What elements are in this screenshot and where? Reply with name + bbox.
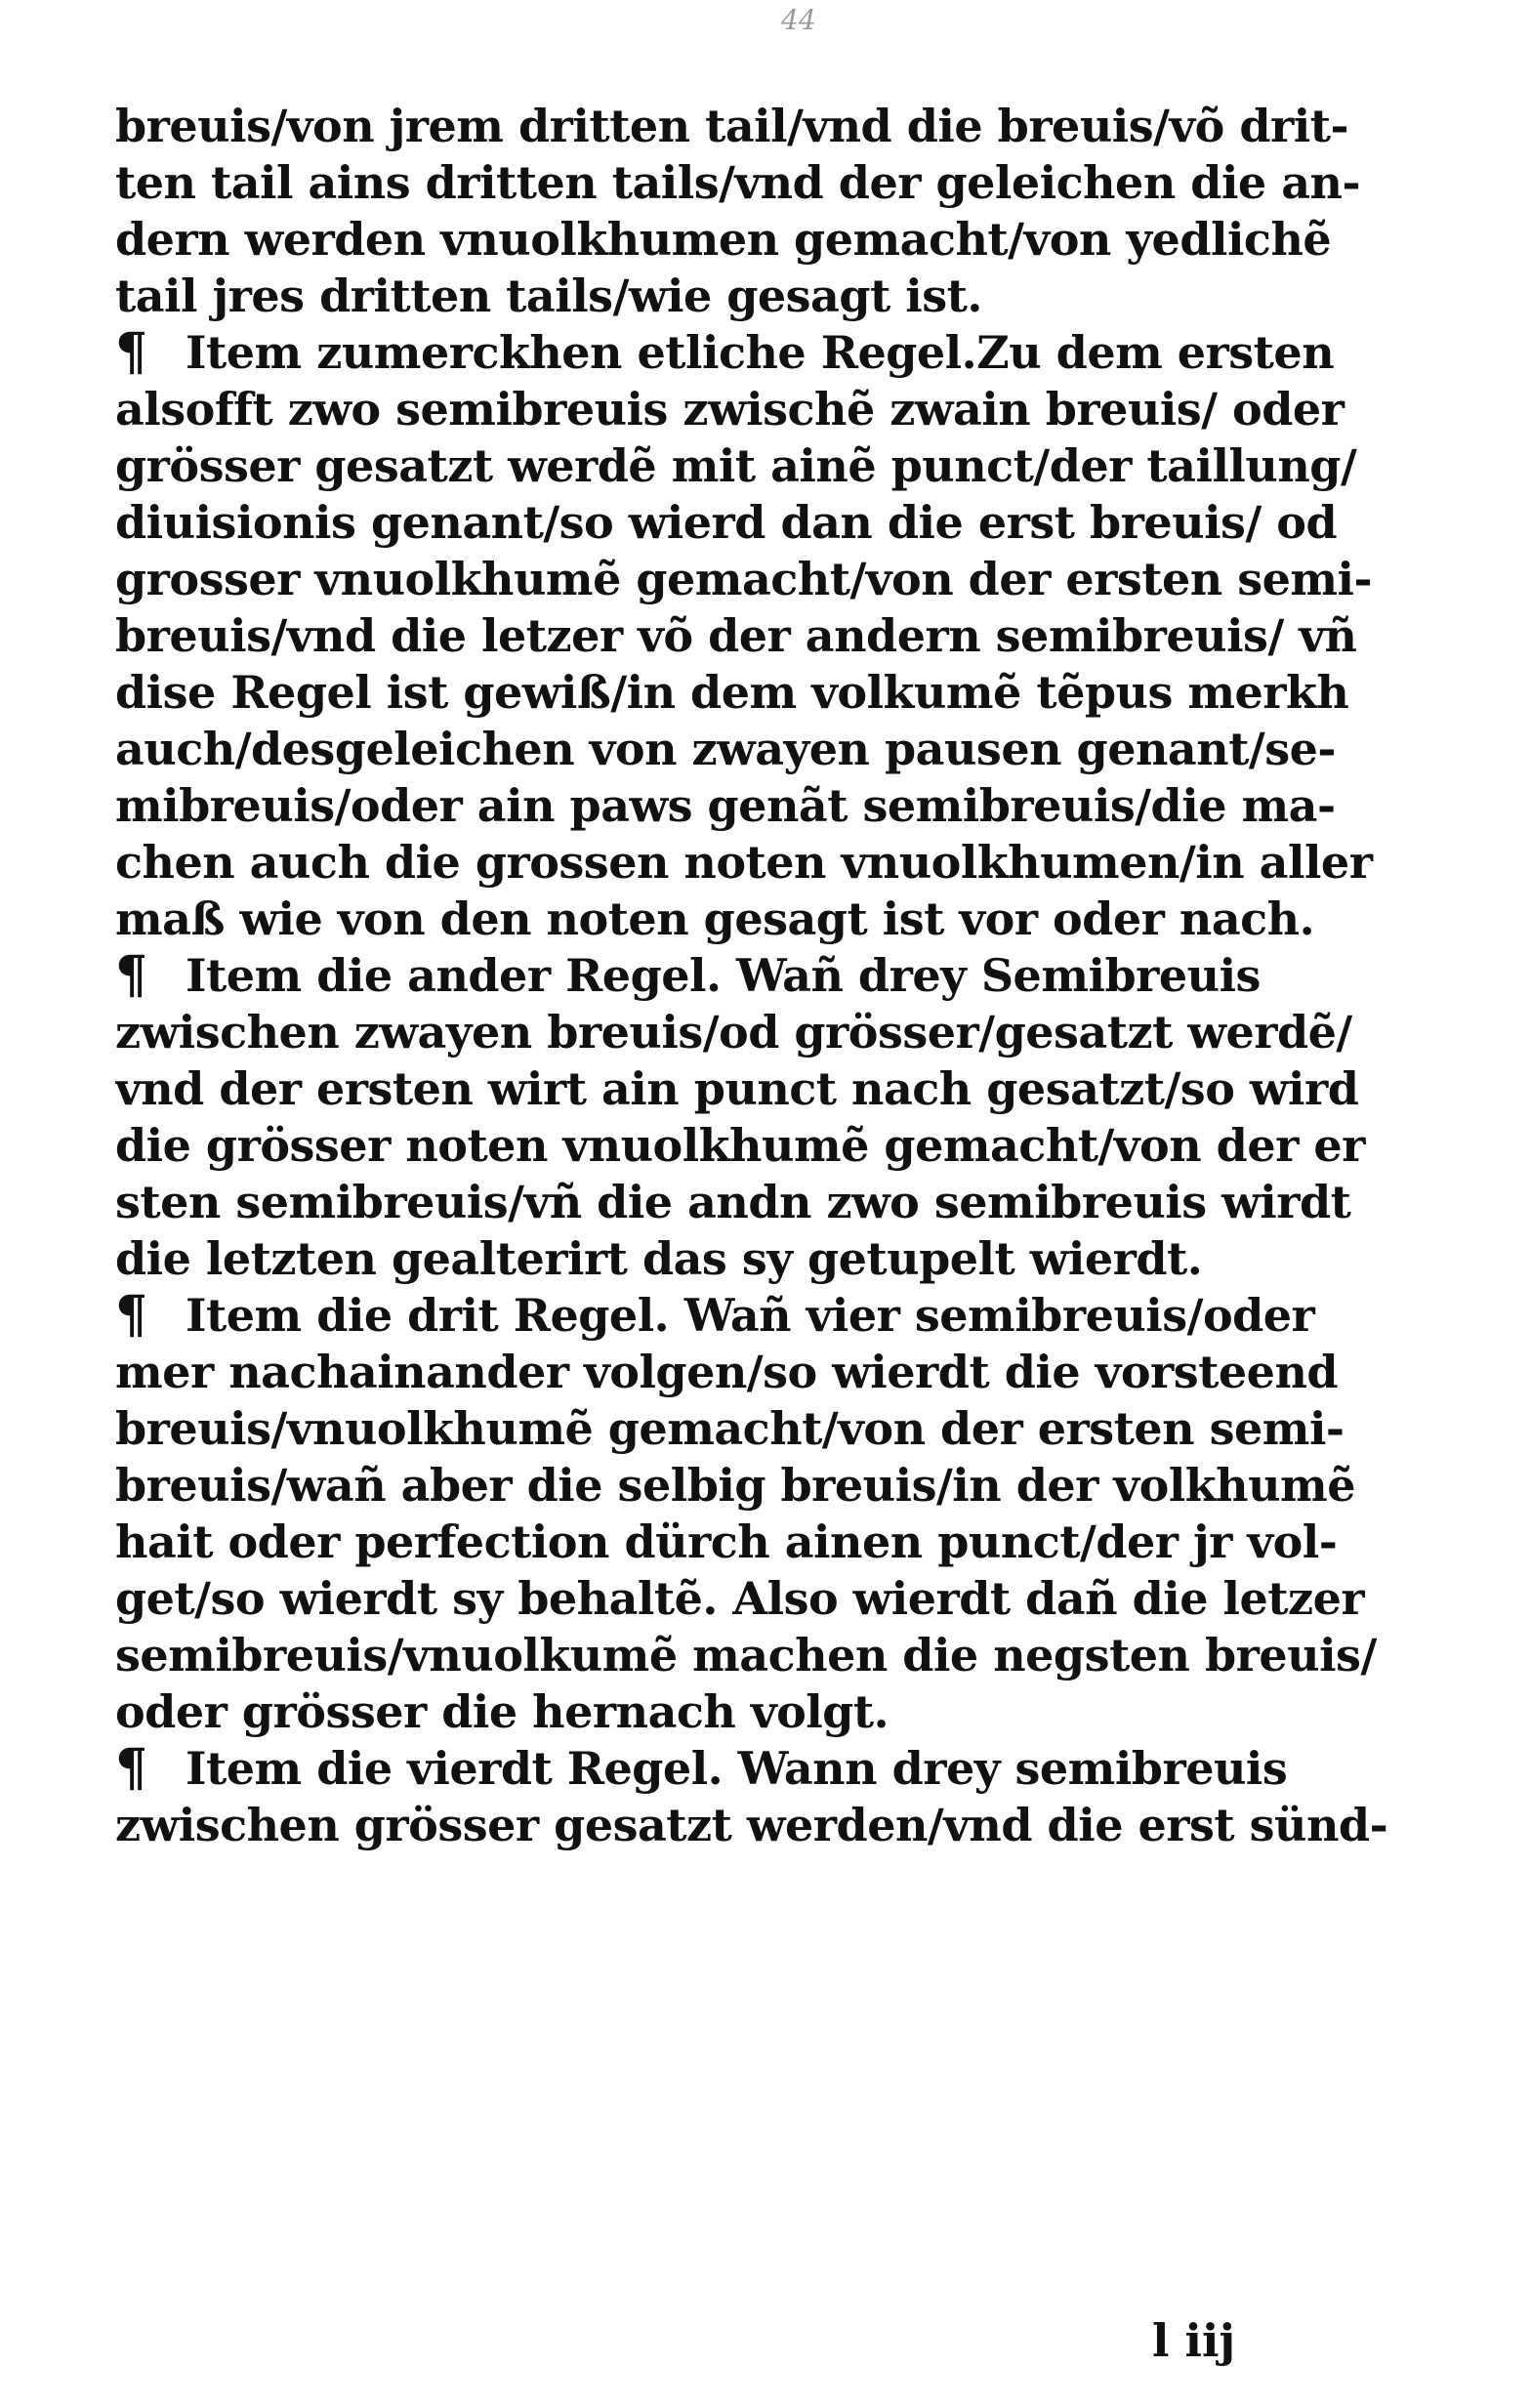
text-line-14: chen auch die grossen noten vnuolkhumen/in aller <box>115 836 1373 889</box>
text-line-24: breuis/vnuolkhumẽ gemacht/von der ersten semi- <box>115 1402 1345 1455</box>
text-line-10: breuis/vnd die letzer võ der andern semibreuis/ vñ <box>115 609 1357 662</box>
pilcrow-icon: ¶ <box>115 1740 147 1797</box>
pilcrow-icon: ¶ <box>115 947 147 1004</box>
text-line-28: semibreuis/vnuolkumẽ machen die negsten breuis/ <box>115 1629 1377 1681</box>
text-line-3: dern werden vnuolkhumen gemacht/von yedlichẽ <box>115 213 1332 266</box>
text-line-29: oder grösser die hernach volgt. <box>115 1685 890 1738</box>
text-line-4: tail jres dritten tails/wie gesagt ist. <box>115 270 982 322</box>
text-line-19: die grösser noten vnuolkhumẽ gemacht/von der er <box>115 1119 1365 1172</box>
text-line-18: vnd der ersten wirt ain punct nach gesatzt/so wird <box>115 1062 1359 1115</box>
text-line-27: get/so wierdt sy behaltẽ. Also wierdt dañ die letzer <box>115 1572 1365 1625</box>
text-line-16 <box>115 947 1424 1004</box>
paragraph-start-4: Item die vierdt Regel. Wann drey semibreuis <box>186 1742 1288 1795</box>
text-line-17: zwischen zwayen breuis/od grösser/gesatzt werdẽ/ <box>115 1006 1352 1059</box>
main-text <box>115 98 1424 1853</box>
text-line-1: breuis/von jrem dritten tail/vnd die breuis/võ drit- <box>115 100 1349 152</box>
text-line-26: hait oder perfection dürch ainen punct/der jr vol- <box>115 1515 1338 1568</box>
signature-mark: l iij <box>1152 2314 1236 2367</box>
text-line-2: ten tail ains dritten tails/vnd der geleichen die an- <box>115 156 1361 209</box>
text-line-22 <box>115 1287 1424 1344</box>
text-line-31: zwischen grösser gesatzt werden/vnd die erst sünd- <box>115 1799 1388 1851</box>
folio-number: 44 <box>781 4 816 36</box>
text-line-5 <box>115 324 1424 381</box>
text-line-12: auch/desgeleichen von zwayen pausen genant/se- <box>115 723 1336 775</box>
text-line-8: diuisionis genant/so wierd dan die erst breuis/ od <box>115 496 1338 549</box>
pilcrow-icon: ¶ <box>115 324 147 381</box>
pilcrow-icon: ¶ <box>115 1287 147 1344</box>
text-line-20: sten semibreuis/vñ die andn zwo semibreuis wirdt <box>115 1176 1351 1228</box>
text-line-6: alsofft zwo semibreuis zwischẽ zwain breuis/ oder <box>115 383 1345 436</box>
text-line-11: dise Regel ist gewiß/in dem volkumẽ tẽpus merkh <box>115 666 1349 719</box>
text-line-7: grösser gesatzt werdẽ mit ainẽ punct/der taillung/ <box>115 439 1357 492</box>
paragraph-start-1: Item zumerckhen etliche Regel.Zu dem ersten <box>186 326 1335 379</box>
text-line-13: mibreuis/oder ain paws genãt semibreuis/die ma- <box>115 779 1336 832</box>
paragraph-start-2: Item die ander Regel. Wañ drey Semibreuis <box>186 949 1261 1002</box>
text-line-30 <box>115 1740 1424 1797</box>
text-line-21: die letzten gealterirt das sy getupelt wierdt. <box>115 1232 1203 1285</box>
text-line-25: breuis/wañ aber die selbig breuis/in der volkhumẽ <box>115 1459 1355 1512</box>
paragraph-start-3: Item die drit Regel. Wañ vier semibreuis/oder <box>186 1289 1315 1342</box>
text-line-15: maß wie von den noten gesagt ist vor oder nach. <box>115 893 1315 945</box>
text-line-9: grosser vnuolkhumẽ gemacht/von der ersten semi- <box>115 553 1373 605</box>
text-line-23: mer nachainander volgen/so wierdt die vorsteend <box>115 1346 1339 1398</box>
